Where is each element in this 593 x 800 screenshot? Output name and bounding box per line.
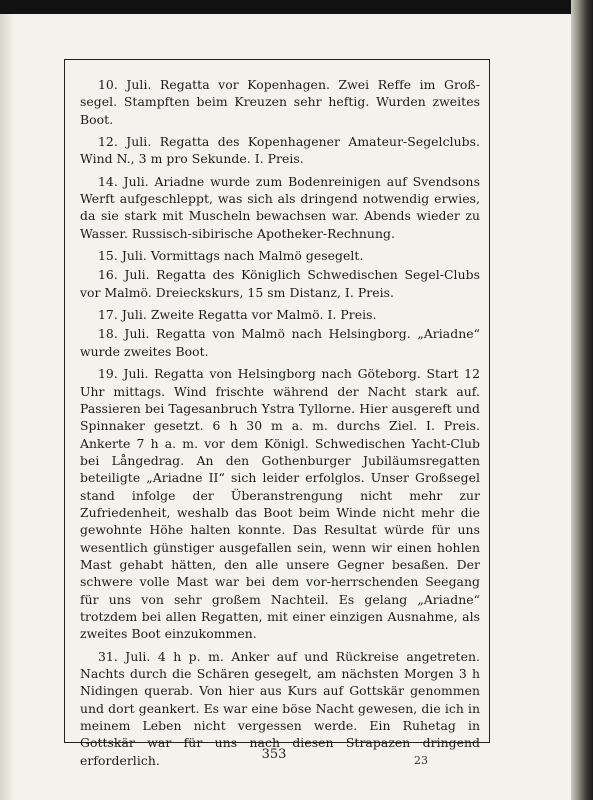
page-number: 353: [261, 747, 287, 762]
paragraph-18-juli: 18. Juli. Regatta von Malmö nach Helsingborg. „Ariadne“ wurde zweites Boot.: [80, 326, 480, 359]
paragraph-10-juli: 10. Juli. Regatta vor Kopenhagen. Zwei Reffe im Groß-segel. Stampften beim Kreuzen sehr heftig. Wurden zweites Boot.: [80, 77, 480, 127]
top-edge-shadow: [0, 0, 593, 14]
paragraph-19-juli: 19. Juli. Regatta von Helsingborg nach Göteborg. Start 12 Uhr mittags. Wind frischte während der Nacht stark auf. Passieren bei Tagesanbruch Ystra Tyllorne. Hier ausgereft und Spinnaker gesetzt. 6 h 30 m a. m. durchs Ziel. I. Preis. Ankerte 7 h a. m. vor dem Königl. Schwedischen Yacht-Club bei Långedrag. An den Gothenburger Jubiläumsregatten beteiligte „Ariadne II“ sich leider erfolglos. Unser Großsegel stand infolge der Überanstrengung nicht mehr zur Zufriedenheit, weshalb das Boot beim Winde nicht mehr die gewohnte Höhe halten konnte. Das Resultat würde für uns wesentlich günstiger ausgefallen sein, wenn wir einen hohlen Mast gehabt hätten, den alle unsere Gegner besaßen. Der schwere volle Mast war bei dem vor-herrschenden Seegang für uns von sehr großem Nachteil. Es gelang „Ariadne“ trotzdem bei allen Regatten, mit einer einzigen Ausnahme, als zweites Boot einzukommen.: [80, 366, 480, 642]
paragraph-17-juli: 17. Juli. Zweite Regatta vor Malmö. I. Preis.: [98, 307, 377, 323]
paragraph-31-juli: 31. Juli. 4 h p. m. Anker auf und Rückreise angetreten. Nachts durch die Schären gesegelt, am nächsten Morgen 3 h Nidingen querab. Von hier aus Kurs auf Gottskär genommen und dort geankert. Es war eine böse Nacht gewesen, die ich in meinem Leben nicht vergessen werde. Ein Ruhetag in Gottskär war für uns nach diesen Strapazen dringend erforderlich.: [80, 648, 480, 768]
page-shadow: [0, 14, 14, 800]
signature-mark: 23: [414, 754, 428, 767]
paragraph-12-juli: 12. Juli. Regatta des Kopenhagener Amateur-Segelclubs. Wind N., 3 m pro Sekunde. I. Preis.: [80, 134, 480, 167]
paragraph-15-juli: 15. Juli. Vormittags nach Malmö gesegelt.: [98, 248, 364, 264]
paragraph-14-juli: 14. Juli. Ariadne wurde zum Bodenreinigen auf Svendsons Werft aufgeschleppt, was sich als dringend notwendig erwies, da sie stark mit Muscheln bewachsen war. Abends wieder zu Wasser. Russisch-sibirische Apotheker-Rechnung.: [80, 173, 480, 241]
book-spine: [571, 0, 593, 800]
paragraph-16-juli: 16. Juli. Regatta des Königlich Schwedischen Segel-Clubs vor Malmö. Dreieckskurs, 15 sm Distanz, I. Preis.: [80, 267, 480, 300]
